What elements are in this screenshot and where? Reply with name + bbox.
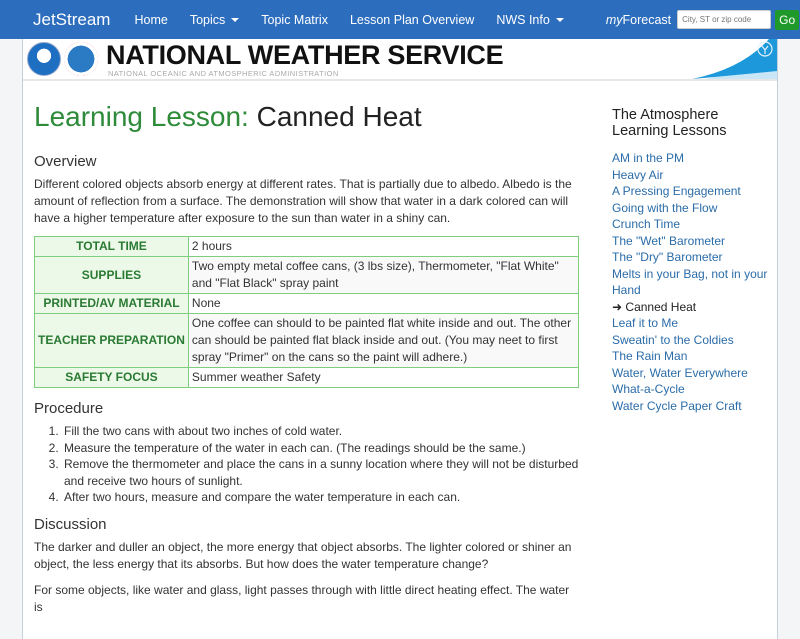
- sidebar-item-canned-heat-current: [612, 299, 772, 316]
- row-value: 2 hours: [188, 237, 578, 257]
- overview-text: Different colored objects absorb energy at different rates. That is partially due to albedo. Albedo is the amount of reflection from a surface. The demonstration will show that water in a dark colored can will have a higher temperature after exposure to the sun than water in a shiny can.: [34, 177, 572, 225]
- nav-home-label: Home: [134, 12, 168, 27]
- myforecast-label: [606, 13, 671, 27]
- procedure-step: 4. After two hours, measure and compare the water temperature in each can.: [62, 489, 579, 506]
- table-row: [35, 257, 579, 294]
- myforecast-suffix: Forecast: [622, 12, 672, 27]
- sidebar-item-melts-in-your-bag[interactable]: Melts in your Bag, not in your Hand: [612, 266, 768, 297]
- sidebar-item-wet-barometer[interactable]: The "Wet" Barometer: [612, 233, 726, 248]
- nws-header: [23, 39, 777, 81]
- nav-topics-label: Topics: [189, 12, 226, 27]
- sidebar-title: The Atmosphere Learning Lessons: [612, 107, 727, 139]
- noaa-subtitle: NATIONAL OCEANIC AND ATMOSPHERIC ADMINISTRATION: [108, 69, 339, 78]
- sidebar-item-am-in-the-pm[interactable]: AM in the PM: [612, 151, 685, 165]
- sidebar-item-a-pressing-engagement[interactable]: A Pressing Engagement: [612, 184, 741, 198]
- procedure-step: 2. Measure the temperature of the water in each can. (The readings should be the same.): [62, 440, 579, 457]
- overview-heading: Overview: [34, 153, 97, 170]
- procedure-list: [34, 423, 579, 506]
- row-label: TOTAL TIME: [35, 237, 189, 257]
- procedure-heading: Procedure: [34, 400, 104, 417]
- sidebar-item-crunch-time[interactable]: Crunch Time: [612, 217, 681, 231]
- sidebar-item-heavy-air[interactable]: Heavy Air: [612, 167, 664, 182]
- nav-lesson-plan-overview[interactable]: [350, 13, 474, 27]
- page-title: [34, 101, 579, 133]
- row-label: TEACHER PREPARATION: [35, 314, 189, 368]
- header-swoosh: [687, 39, 777, 81]
- sidebar-item-water-cycle-paper-craft[interactable]: Water Cycle Paper Craft: [612, 398, 742, 413]
- sidebar-item-what-a-cycle[interactable]: What-a-Cycle: [612, 382, 685, 396]
- row-label: SUPPLIES: [35, 257, 189, 294]
- lessons-sidebar: [612, 107, 772, 414]
- nav-nws-info-dropdown[interactable]: [496, 13, 564, 27]
- table-row: [35, 368, 579, 388]
- go-button[interactable]: Go: [775, 10, 799, 30]
- nav-home[interactable]: [134, 13, 167, 27]
- noaa-logo[interactable]: [27, 42, 61, 76]
- discussion-paragraph: For some objects, like water and glass, light passes through with little direct heating effect. The water is: [34, 582, 570, 614]
- procedure-step: 1. Fill the two cans with about two inches of cold water.: [62, 423, 579, 440]
- row-value: None: [188, 294, 578, 314]
- top-navbar: [0, 0, 800, 39]
- sidebar-item-leaf-it-to-me[interactable]: Leaf it to Me: [612, 316, 679, 330]
- title-lesson-name: Canned Heat: [256, 101, 422, 132]
- row-value: Summer weather Safety: [188, 368, 578, 388]
- table-row: [35, 237, 579, 257]
- table-row: [35, 294, 579, 314]
- nws-logo[interactable]: [64, 42, 98, 76]
- myforecast-prefix: my: [605, 12, 623, 27]
- table-row: [35, 314, 579, 368]
- sidebar-item-dry-barometer[interactable]: The "Dry" Barometer: [612, 250, 723, 264]
- sidebar-item-water-water-everywhere[interactable]: Water, Water Everywhere: [612, 365, 748, 380]
- sidebar-item-going-with-the-flow[interactable]: Going with the Flow: [612, 200, 718, 215]
- brand-link[interactable]: JetStream: [33, 9, 111, 29]
- current-lesson-label: Canned Heat: [625, 299, 697, 314]
- nav-topics-dropdown[interactable]: [190, 13, 239, 27]
- page-container: [22, 39, 778, 639]
- nav-topic-matrix-label: Topic Matrix: [261, 12, 328, 27]
- caret-down-icon: [556, 18, 564, 22]
- nws-title[interactable]: NATIONAL WEATHER SERVICE: [106, 40, 504, 70]
- row-value: Two empty metal coffee cans, (3 lbs size), Thermometer, "Flat White" and "Flat Black" spray paint: [188, 257, 578, 294]
- nav-nws-info-label: NWS Info: [496, 12, 550, 27]
- lesson-info-table: [34, 236, 579, 388]
- main-content: [34, 101, 579, 625]
- nav-topic-matrix[interactable]: [261, 13, 328, 27]
- caret-down-icon: [231, 18, 239, 22]
- row-value: One coffee can should to be painted flat white inside and out. The other can should be painted flat black inside and out. (You may neet to first spray "Primer" on the cans so the paint will adhere.): [188, 314, 578, 368]
- forecast-location-input[interactable]: [677, 10, 771, 29]
- nav-lesson-plan-label: Lesson Plan Overview: [349, 12, 475, 27]
- discussion-paragraph: The darker and duller an object, the more energy that object absorbs. The lighter colored or shiner an object, the less energy that its absorbs. But how does the water temperature change?: [34, 539, 572, 571]
- row-label: PRINTED/AV MATERIAL: [35, 294, 189, 314]
- title-prefix: Learning Lesson:: [34, 101, 249, 132]
- procedure-step: 3. Remove the thermometer and place the cans in a sunny location where they will not be disturbed and receive two hours of sunlight.: [62, 456, 579, 489]
- row-label: SAFETY FOCUS: [35, 368, 189, 388]
- sidebar-item-sweatin-to-the-coldies[interactable]: Sweatin' to the Coldies: [612, 332, 734, 347]
- arrow-right-icon: ➜: [612, 299, 623, 314]
- sidebar-item-the-rain-man[interactable]: The Rain Man: [612, 349, 688, 363]
- discussion-heading: Discussion: [34, 515, 107, 533]
